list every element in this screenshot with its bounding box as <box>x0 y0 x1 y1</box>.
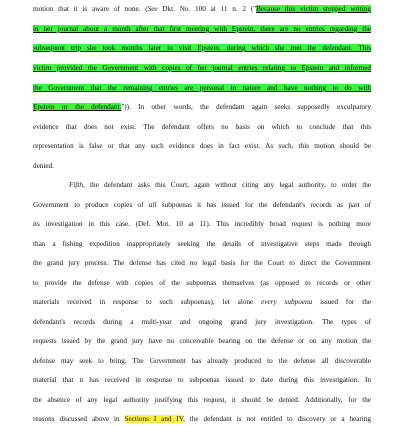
p2-line-7-text-a: materials received in response to such subpoenas), let alone <box>33 298 262 306</box>
p2-line-7 <box>33 295 371 309</box>
p1-line-1 <box>33 2 371 16</box>
p2-line-4 <box>33 237 371 251</box>
p2-line-1-text-b: , the defendant asks this Court, again without citing any legal authority, to order the <box>82 181 371 189</box>
p2-line-5-text: the grand jury process. The defense has cited no legal basis for the Court to direct the Government <box>33 259 371 267</box>
p2-line-11-text: material that it has received in response to subpoenas issued to date during this investigation. In <box>33 376 371 384</box>
p1-line-6-highlighted-quote: Epstein or the defendant. <box>33 103 122 111</box>
p1-line-4-highlighted-quote: victim provided the Government with copies of her journal entries relating to Epstein and informed <box>33 64 371 72</box>
p1-line-2-highlighted-quote: in her journal about a month after that first meeting with Epstein, there are no entries regarding the <box>33 25 371 33</box>
p2-line-7-emphasis: every subpoena <box>261 298 313 306</box>
p2-line-8 <box>33 315 371 329</box>
p1-line-9 <box>33 159 371 173</box>
p1-line-4 <box>33 61 371 75</box>
p1-line-6 <box>33 100 371 114</box>
p1-line-1-text-c: Dkt. No. 100 at 11 n. 2 (" <box>157 5 257 13</box>
p2-line-6 <box>33 276 371 290</box>
p2-line-12-text: the absence of any legal authority justifying this request, it should be denied. Additionally, for the <box>33 396 371 404</box>
p1-line-6-text-b: ")). In other words, the defendant again seeks supposedly exculpatory <box>121 103 371 111</box>
p2-line-8-text: defendant's records during a multi-year and ongoing grand jury investigation. The types of <box>33 318 371 326</box>
p1-line-8 <box>33 139 371 153</box>
p2-line-9-text: requests issued by the grand jury have no conceivable bearing on the defense or on any motion the <box>33 337 371 345</box>
p2-line-2-text-c: subpoenas it has issued for the defendant's records as part of <box>156 201 371 209</box>
p1-line-5-highlighted-quote: the Government that the remaining entries are personal in nature and have nothing to do with <box>33 84 371 92</box>
p2-line-3 <box>33 217 371 231</box>
p2-line-13-highlighted-reference: Sections I and IV <box>124 415 184 423</box>
p2-line-6-text: to provide the defense with copies of the subpoenas themselves (as opposed to records or other <box>33 279 371 287</box>
p1-line-7 <box>33 120 371 134</box>
p1-line-1-highlighted-quote: Because this victim stopped writing <box>256 5 371 13</box>
p2-line-2-text-a: Government to produce copies of <box>33 201 149 209</box>
p2-line-5 <box>33 256 371 270</box>
p2-line-2 <box>33 198 371 212</box>
p1-line-9-text: denied. <box>33 162 54 170</box>
p2-line-4-text: than a fishing expedition inappropriately seeking the details of investigative steps made through <box>33 240 371 248</box>
p1-line-8-text: representation is false or that any such evidence does in fact exist. As such, this motion should be <box>33 142 371 150</box>
p2-line-3-text: its investigation in this case. (Def. Mot. 10 at 11). This incredibly broad request is nothing more <box>33 220 371 228</box>
p2-line-2-emphasis: all <box>148 201 157 209</box>
p2-line-13 <box>33 412 371 426</box>
p1-line-3 <box>33 41 371 55</box>
p2-line-13-text-a: reasons discussed above in <box>33 415 125 423</box>
p1-line-3-highlighted-quote: subsequent trip she took months later to visit Epstein, during which she met the defendant. This <box>33 44 371 52</box>
p2-line-1-ordinal: Fifth <box>69 181 83 189</box>
p1-line-1-text-a: motion that it is aware of none. ( <box>33 5 148 13</box>
p2-line-10 <box>33 354 371 368</box>
p1-line-7-text: evidence that does not exist. The defendant offers no basis on which to conclude that this <box>33 123 371 131</box>
p2-line-12 <box>33 393 371 407</box>
p1-line-1-citation-signal: See <box>147 5 158 13</box>
p2-line-11 <box>33 373 371 387</box>
p1-line-2 <box>33 22 371 36</box>
p2-line-13-text-c: , the defendant is not entitled to discovery or a hearing <box>183 415 371 423</box>
p2-line-1 <box>69 178 371 192</box>
p1-line-5 <box>33 81 371 95</box>
p2-line-9 <box>33 334 371 348</box>
p2-line-10-text: defense may seek to bring. The Government has already produced to the defense all discoverable <box>33 357 371 365</box>
p2-line-7-text-c: issued for the <box>312 298 371 306</box>
